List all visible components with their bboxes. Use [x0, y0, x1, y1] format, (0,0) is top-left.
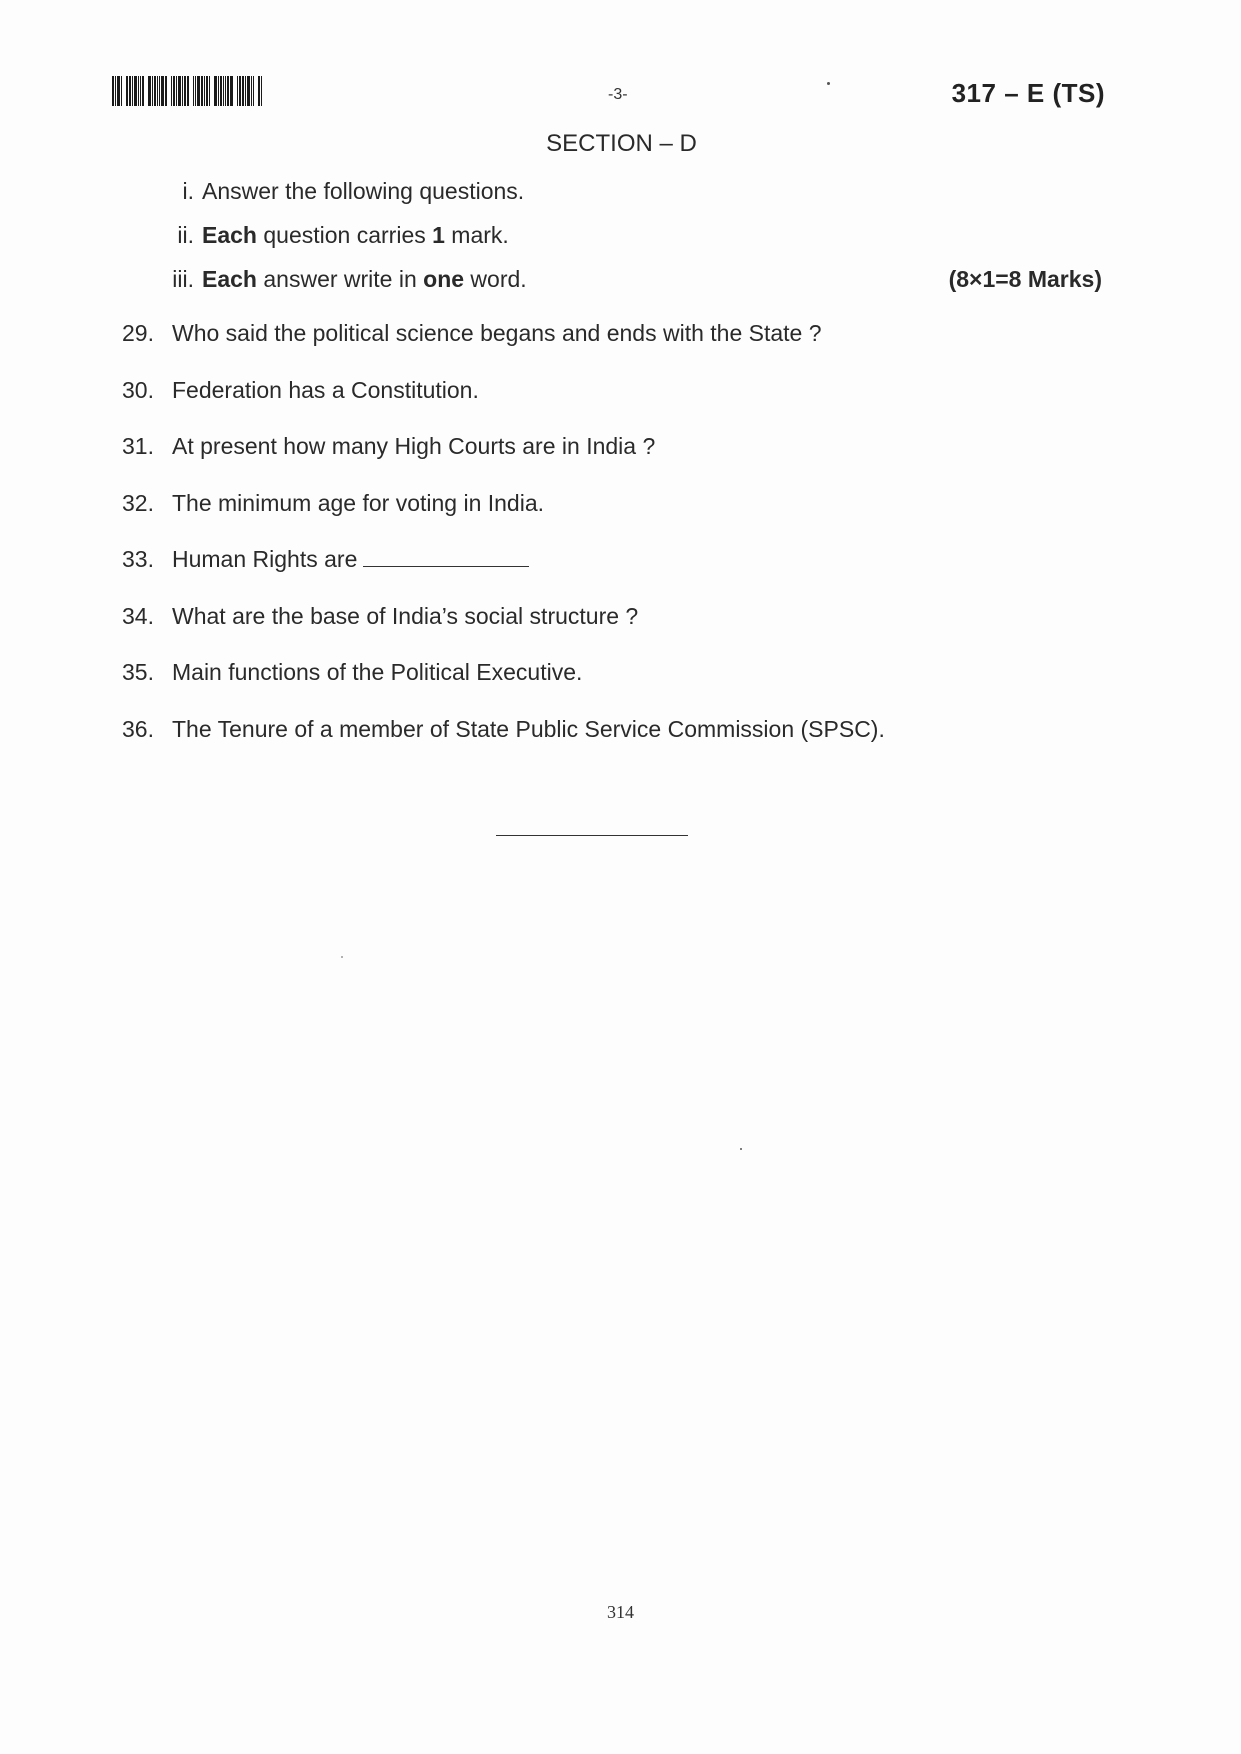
barcode-bar — [176, 76, 177, 106]
barcode-bar — [159, 76, 160, 106]
fill-in-blank-line — [363, 546, 529, 567]
barcode-bar — [245, 76, 246, 106]
barcode-bar — [227, 76, 229, 106]
question-text: The Tenure of a member of State Public Service Commission (SPSC). — [172, 715, 885, 742]
question-item — [122, 318, 1122, 375]
barcode-bar — [225, 76, 226, 106]
question-item — [122, 657, 1122, 714]
instruction-text: word. — [464, 266, 527, 292]
barcode-bar — [112, 76, 114, 106]
barcode-bar — [258, 76, 260, 106]
barcode-bar — [261, 76, 262, 106]
scan-speck — [341, 956, 343, 958]
instruction-item — [150, 220, 1110, 264]
end-of-paper-rule — [496, 835, 688, 836]
marks-allocation: (8×1=8 Marks) — [948, 266, 1102, 292]
barcode-bar — [184, 76, 186, 106]
barcode-bar — [223, 76, 224, 106]
question-number: 35. — [122, 659, 154, 685]
barcode-bar — [117, 76, 120, 106]
instruction-text: Answer the following questions. — [202, 178, 525, 204]
barcode-bar — [209, 76, 210, 106]
question-item — [122, 601, 1122, 658]
question-item — [122, 544, 1122, 601]
barcode-bar — [132, 76, 133, 106]
question-number: 31. — [122, 433, 154, 459]
barcode-bar — [242, 76, 244, 106]
instruction-emphasis: 1 — [432, 222, 445, 248]
page-number: 314 — [607, 1602, 634, 1622]
barcode-bar — [253, 76, 254, 106]
instruction-emphasis: Each — [202, 266, 257, 292]
barcode-bar — [193, 76, 194, 106]
instruction-emphasis: one — [423, 266, 465, 292]
barcode-bar — [148, 76, 151, 106]
barcode-bar — [165, 76, 167, 106]
barcode-bar — [157, 76, 158, 106]
barcode-bar — [230, 76, 233, 106]
barcode-bar — [115, 76, 116, 106]
instruction-text: answer write in — [256, 266, 424, 292]
question-number: 32. — [122, 489, 154, 516]
barcode-bar — [142, 76, 144, 106]
question-text: The minimum age for voting in India. — [172, 489, 545, 516]
question-text: Main functions of the Political Executive. — [172, 659, 583, 685]
question-item — [122, 488, 1122, 545]
barcode-bar — [218, 76, 219, 106]
barcode-bar — [134, 76, 137, 106]
barcode-bar — [201, 76, 203, 106]
scan-speck — [740, 1148, 742, 1150]
instruction-emphasis: Each — [202, 222, 257, 248]
barcode-bar — [152, 76, 153, 106]
barcode-bar — [247, 76, 250, 106]
instruction-number: iii. — [172, 266, 194, 292]
barcode-bar — [204, 76, 205, 106]
question-item — [122, 431, 1122, 488]
barcode-bar — [126, 76, 128, 106]
barcode-bar — [178, 76, 181, 106]
question-number: 30. — [122, 376, 154, 403]
barcode-bar — [214, 76, 217, 106]
barcode-icon — [112, 76, 308, 106]
question-item — [122, 375, 1122, 432]
barcode-bar — [195, 76, 196, 106]
question-number: 33. — [122, 546, 154, 572]
barcode-bar — [251, 76, 252, 106]
question-text: Who said the political science begans and ends with the State ? — [172, 320, 822, 346]
barcode-bar — [171, 76, 172, 106]
barcode-bar — [154, 76, 156, 106]
barcode-bar — [239, 76, 241, 106]
paper-code: 317 – E (TS) — [951, 78, 1105, 108]
question-number: 29. — [122, 320, 154, 346]
barcode-bar — [206, 76, 208, 106]
instruction-item — [150, 176, 1110, 220]
questions-list — [122, 318, 1122, 770]
instruction-number: i. — [182, 178, 194, 204]
barcode-bar — [140, 76, 141, 106]
instruction-text: question carries — [256, 222, 433, 248]
question-number: 36. — [122, 715, 154, 742]
question-text: At present how many High Courts are in India ? — [172, 433, 656, 459]
instruction-text: mark. — [444, 222, 509, 248]
question-number: 34. — [122, 602, 154, 629]
barcode-bar — [197, 76, 200, 106]
section-title-text: SECTION – D — [546, 130, 697, 157]
scan-speck — [827, 82, 830, 85]
question-text: Human Rights are — [172, 546, 358, 572]
barcode-bar — [138, 76, 139, 106]
question-item — [122, 714, 1122, 771]
barcode-bar — [121, 76, 122, 106]
barcode-bar — [187, 76, 189, 106]
barcode-bar — [237, 76, 238, 106]
barcode-bar — [220, 76, 222, 106]
instruction-item — [150, 264, 1110, 308]
page-marker: -3- — [608, 86, 628, 103]
barcode-bar — [182, 76, 183, 106]
barcode-bar — [129, 76, 131, 106]
question-text: Federation has a Constitution. — [172, 376, 479, 403]
question-text: What are the base of India’s social structure ? — [172, 602, 639, 629]
barcode-bar — [173, 76, 175, 106]
instruction-number: ii. — [177, 222, 194, 248]
section-title — [0, 130, 1241, 158]
instructions-list — [150, 176, 1110, 308]
barcode-bar — [161, 76, 164, 106]
